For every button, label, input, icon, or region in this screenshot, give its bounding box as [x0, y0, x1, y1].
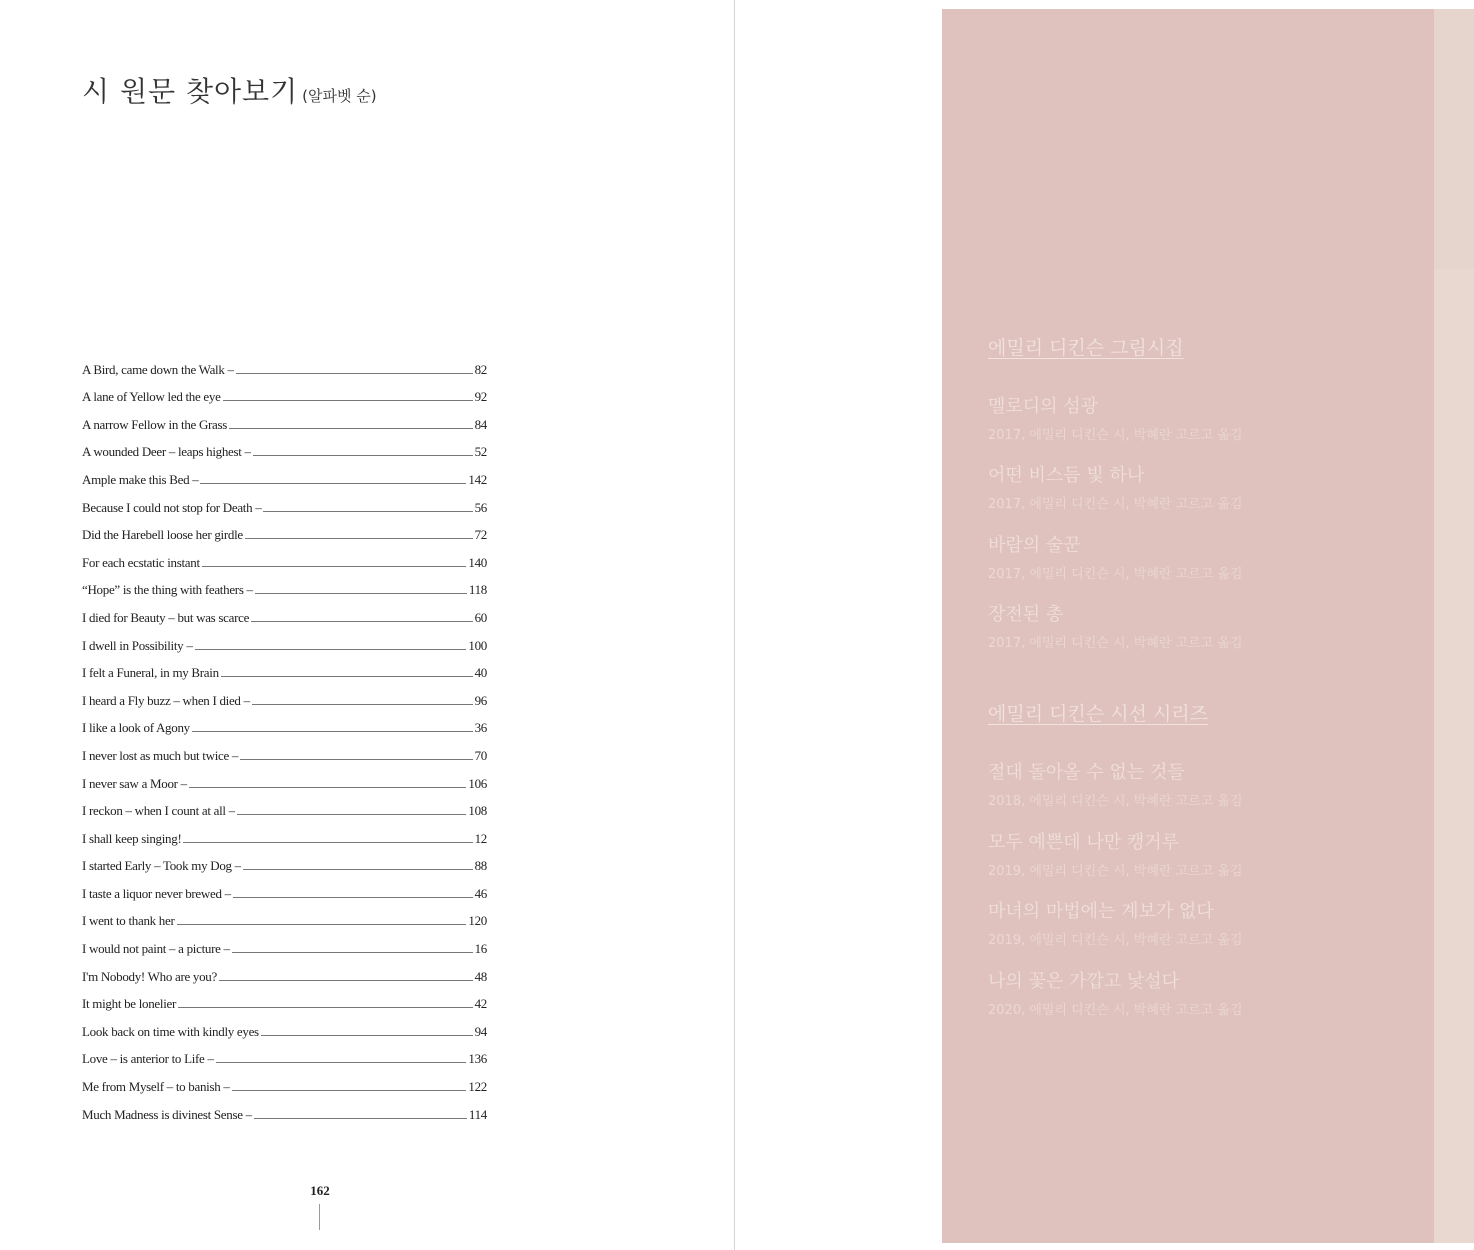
toc-poem-title: For each ecstatic instant	[82, 554, 200, 570]
toc-row	[82, 798, 487, 826]
poem-index-list	[82, 356, 487, 1129]
toc-leader-line	[221, 676, 473, 677]
toc-page-number: 142	[468, 471, 487, 487]
book-title: 모두 예쁜데 나만 캥거루	[988, 832, 1180, 853]
toc-page-number: 122	[468, 1079, 487, 1095]
toc-row	[82, 1073, 487, 1101]
toc-leader-line	[251, 621, 473, 622]
toc-row	[82, 604, 487, 632]
toc-row	[82, 439, 487, 467]
toc-row	[82, 908, 487, 936]
toc-row	[82, 494, 487, 522]
book-title: 장전된 총	[988, 604, 1064, 625]
toc-leader-line	[254, 1118, 467, 1119]
toc-row	[82, 715, 487, 743]
toc-page-number: 120	[468, 913, 487, 929]
toc-page-number: 94	[474, 1023, 487, 1039]
toc-row	[82, 963, 487, 991]
toc-page-number: 106	[468, 775, 487, 791]
toc-leader-line	[189, 787, 467, 788]
toc-poem-title: Ample make this Bed –	[82, 471, 199, 487]
toc-page-number: 42	[474, 996, 487, 1012]
toc-leader-line	[237, 814, 467, 815]
book-meta: 2017, 에밀리 디킨슨 시, 박혜란 고르고 옮김	[988, 567, 1243, 582]
toc-row	[82, 1101, 487, 1129]
toc-leader-line	[233, 897, 473, 898]
toc-row	[82, 356, 487, 384]
book-title: 절대 돌아올 수 없는 것들	[988, 762, 1185, 783]
toc-page-number: 46	[474, 885, 487, 901]
book-meta: 2019, 에밀리 디킨슨 시, 박혜란 고르고 옮김	[988, 864, 1243, 879]
toc-page-number: 88	[474, 858, 487, 874]
toc-leader-line	[195, 649, 467, 650]
toc-page-number: 118	[468, 582, 487, 598]
toc-page-number: 36	[474, 720, 487, 736]
toc-row	[82, 1046, 487, 1074]
book-title: 바람의 술꾼	[988, 535, 1081, 556]
paper-texture	[1434, 269, 1474, 1243]
toc-poem-title: It might be lonelier	[82, 996, 177, 1012]
toc-poem-title: I started Early – Took my Dog –	[82, 858, 241, 874]
toc-page-number: 40	[474, 665, 487, 681]
toc-leader-line	[177, 924, 467, 925]
toc-poem-title: I like a look of Agony	[82, 720, 190, 736]
toc-poem-title: Because I could not stop for Death –	[82, 499, 262, 515]
toc-poem-title: Did the Harebell loose her girdle	[82, 527, 243, 543]
page-title	[82, 70, 377, 110]
toc-leader-line	[245, 538, 473, 539]
toc-leader-line	[243, 869, 473, 870]
toc-poem-title: I taste a liquor never brewed –	[82, 885, 231, 901]
toc-poem-title: I dwell in Possibility –	[82, 637, 193, 653]
toc-page-number: 16	[474, 941, 487, 957]
toc-page-number: 108	[468, 803, 487, 819]
toc-page-number: 82	[474, 361, 487, 377]
toc-row	[82, 991, 487, 1019]
book-meta: 2019, 에밀리 디킨슨 시, 박혜란 고르고 옮김	[988, 933, 1243, 948]
toc-row	[82, 577, 487, 605]
book-title: 어떤 비스듬 빛 하나	[988, 465, 1145, 486]
toc-leader-line	[178, 1007, 473, 1008]
book-meta: 2020, 에밀리 디킨슨 시, 박혜란 고르고 옮김	[988, 1003, 1243, 1018]
toc-poem-title: Look back on time with kindly eyes	[82, 1023, 259, 1039]
toc-row	[82, 466, 487, 494]
toc-row	[82, 825, 487, 853]
toc-poem-title: A Bird, came down the Walk –	[82, 361, 234, 377]
toc-leader-line	[219, 980, 473, 981]
book-meta: 2017, 에밀리 디킨슨 시, 박혜란 고르고 옮김	[988, 636, 1243, 651]
book-meta: 2018, 에밀리 디킨슨 시, 박혜란 고르고 옮김	[988, 794, 1243, 809]
toc-poem-title: A wounded Deer – leaps highest –	[82, 444, 251, 460]
toc-page-number: 84	[474, 416, 487, 432]
toc-poem-title: I never lost as much but twice –	[82, 747, 239, 763]
toc-poem-title: I heard a Fly buzz – when I died –	[82, 692, 250, 708]
toc-leader-line	[229, 428, 473, 429]
toc-leader-line	[202, 566, 467, 567]
toc-poem-title: Love – is anterior to Life –	[82, 1051, 214, 1067]
toc-page-number: 92	[474, 389, 487, 405]
toc-page-number: 60	[474, 609, 487, 625]
toc-leader-line	[263, 511, 472, 512]
toc-row	[82, 1018, 487, 1046]
toc-leader-line	[232, 1090, 467, 1091]
toc-page-number: 100	[468, 637, 487, 653]
toc-row	[82, 935, 487, 963]
toc-row	[82, 853, 487, 881]
book-entry	[988, 600, 1243, 651]
toc-poem-title: A lane of Yellow led the eye	[82, 389, 221, 405]
toc-poem-title: Much Madness is divinest Sense –	[82, 1106, 252, 1122]
toc-leader-line	[223, 400, 473, 401]
book-entry	[988, 967, 1243, 1018]
toc-row	[82, 522, 487, 550]
page-title-text: 시 원문 찾아보기	[82, 75, 299, 108]
toc-leader-line	[192, 731, 473, 732]
book-title: 마녀의 마법에는 계보가 없다	[988, 901, 1214, 922]
toc-row	[82, 687, 487, 715]
toc-page-number: 72	[474, 527, 487, 543]
left-page	[0, 0, 734, 1250]
toc-poem-title: I died for Beauty – but was scarce	[82, 609, 250, 625]
toc-page-number: 52	[474, 444, 487, 460]
toc-poem-title: I'm Nobody! Who are you?	[82, 968, 217, 984]
toc-row	[82, 660, 487, 688]
page-edge-texture	[1434, 9, 1474, 1243]
toc-leader-line	[255, 593, 467, 594]
toc-poem-title: I went to thank her	[82, 913, 175, 929]
toc-page-number: 114	[468, 1106, 487, 1122]
toc-row	[82, 384, 487, 412]
toc-leader-line	[216, 1062, 467, 1063]
toc-poem-title: I felt a Funeral, in my Brain	[82, 665, 219, 681]
folio-rule	[319, 1204, 320, 1230]
toc-poem-title: I shall keep singing!	[82, 830, 182, 846]
series-heading-picture-poems: 에밀리 디킨슨 그림시집	[988, 337, 1184, 359]
toc-page-number: 12	[474, 830, 487, 846]
toc-leader-line	[183, 842, 472, 843]
toc-row	[82, 770, 487, 798]
book-entry	[988, 461, 1243, 512]
toc-leader-line	[240, 759, 472, 760]
toc-poem-title: A narrow Fellow in the Grass	[82, 416, 228, 432]
toc-poem-title: “Hope” is the thing with feathers –	[82, 582, 253, 598]
toc-leader-line	[232, 952, 473, 953]
toc-page-number: 96	[474, 692, 487, 708]
toc-page-number: 48	[474, 968, 487, 984]
toc-poem-title: I never saw a Moor –	[82, 775, 187, 791]
book-meta: 2017, 에밀리 디킨슨 시, 박혜란 고르고 옮김	[988, 497, 1243, 512]
book-entry	[988, 897, 1243, 948]
toc-row	[82, 549, 487, 577]
book-title: 나의 꽃은 가깝고 낯설다	[988, 971, 1180, 992]
book-entry	[988, 531, 1243, 582]
toc-page-number: 56	[474, 499, 487, 515]
book-entry	[988, 758, 1243, 809]
book-title: 멜로디의 섬광	[988, 396, 1099, 417]
toc-poem-title: I would not paint – a picture –	[82, 941, 230, 957]
toc-poem-title: Me from Myself – to banish –	[82, 1079, 230, 1095]
toc-poem-title: I reckon – when I count at all –	[82, 803, 235, 819]
toc-row	[82, 880, 487, 908]
book-entry	[988, 828, 1243, 879]
toc-row	[82, 632, 487, 660]
toc-leader-line	[253, 455, 473, 456]
toc-leader-line	[236, 373, 473, 374]
toc-leader-line	[261, 1035, 473, 1036]
series-heading-poem-selection: 에밀리 디킨슨 시선 시리즈	[988, 703, 1209, 725]
page-subtitle: (알파벳 순)	[302, 87, 377, 105]
toc-row	[82, 742, 487, 770]
toc-row	[82, 411, 487, 439]
book-meta: 2017, 에밀리 디킨슨 시, 박혜란 고르고 옮김	[988, 428, 1243, 443]
toc-leader-line	[252, 704, 473, 705]
toc-page-number: 136	[468, 1051, 487, 1067]
toc-page-number: 140	[468, 554, 487, 570]
book-entry	[988, 392, 1243, 443]
page-number: 162	[310, 1183, 330, 1198]
toc-page-number: 70	[474, 747, 487, 763]
toc-leader-line	[200, 483, 466, 484]
